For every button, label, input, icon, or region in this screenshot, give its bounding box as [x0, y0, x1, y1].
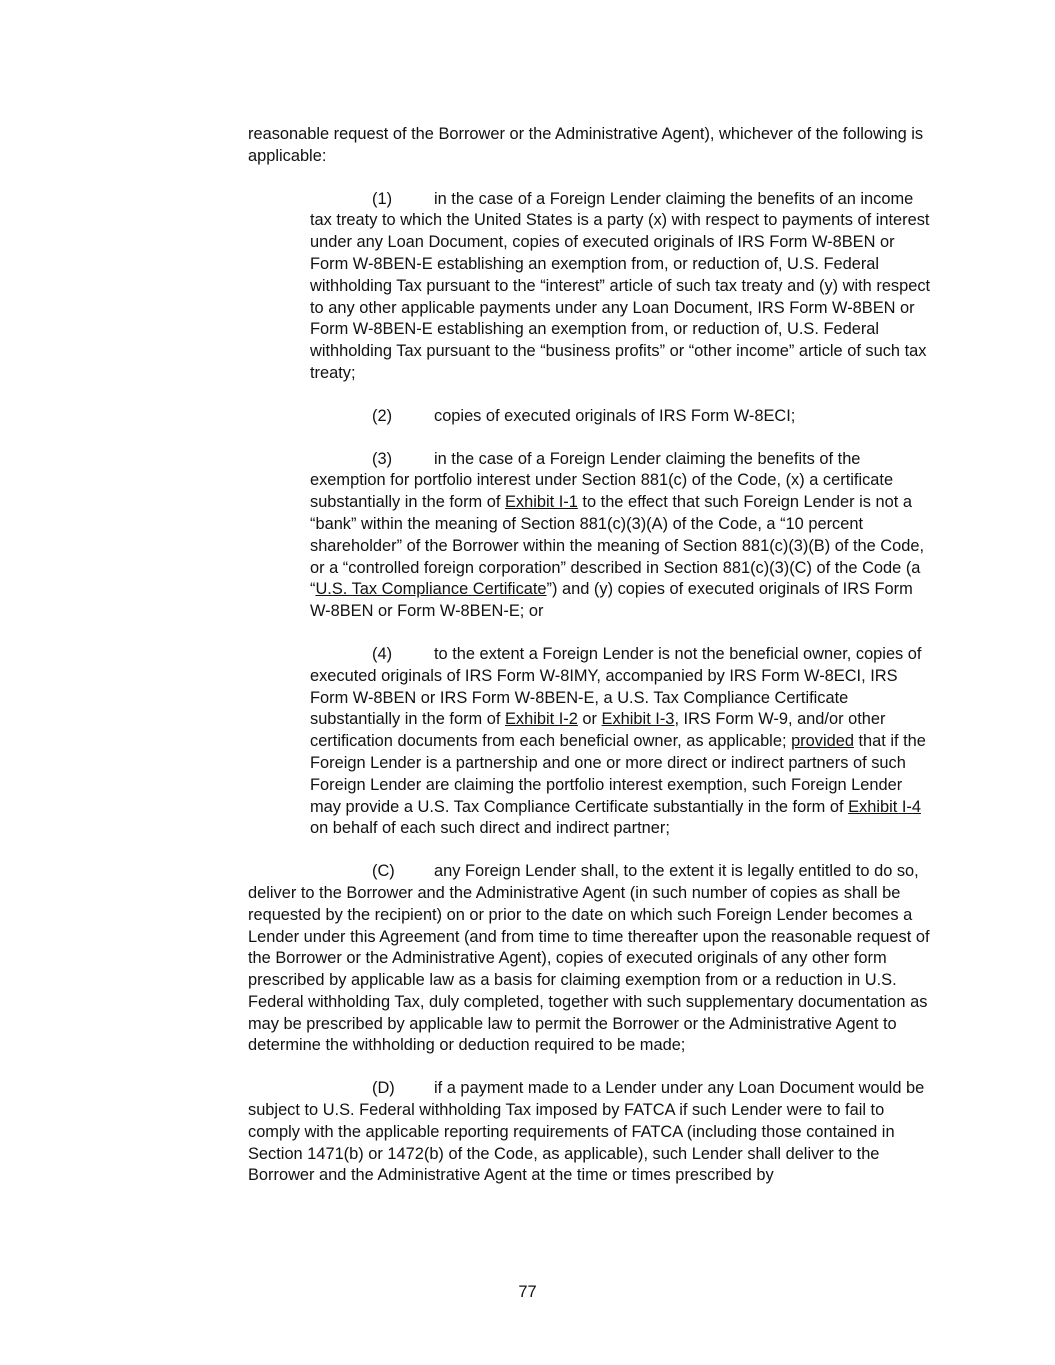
- clause-3-text-a: in the case of a Foreign Lender claiming the benefits of the exemption for portfolio interest under Section 881(c) of the Code, (x) a certificate substantially in the form of: [310, 449, 894, 512]
- provided-term: provided: [791, 732, 854, 751]
- clause-1-number: (1): [372, 189, 393, 208]
- clause-4-text-d: that if the Foreign Lender is a partnership and one or more direct or indirect partners of such Foreign Lender are claiming the portfolio interest exemption, such Foreign Lender may provide a U.S. Tax Compliance Certificate substantially in the form of: [310, 732, 926, 816]
- page-number: 77: [518, 1283, 537, 1301]
- clause-d-number: (D): [372, 1079, 395, 1098]
- clause-3: [310, 449, 934, 623]
- clause-c-number: (C): [372, 862, 395, 881]
- clause-c: [248, 861, 934, 1057]
- clause-2-text: copies of executed originals of IRS Form W-8ECI;: [434, 406, 796, 425]
- clause-4-text-b: or: [577, 710, 602, 729]
- clause-d: [248, 1078, 934, 1187]
- clause-2: [310, 406, 934, 428]
- clause-d-text: if a payment made to a Lender under any Loan Document would be subject to U.S. Federal withholding Tax imposed by FATCA if such Lender were to fail to comply with the applicable reporting requirements of FATCA (including those contained in Section 1471(b) or 1472(b) of the Code, as applicable), such Lender shall deliver to the Borrower and the Administrative Agent at the time or times prescribed by: [248, 1079, 925, 1185]
- clause-1-text: in the case of a Foreign Lender claiming the benefits of an income tax treaty to which the United States is a party (x) with respect to payments of interest under any Loan Document, copies of executed originals of IRS Form W-8BEN or Form W-8BEN-E establishing an exemption from, or reduction of, U.S. Federal withholding Tax pursuant to the “interest” article of such tax treaty and (y) with respect to any other applicable payments under any Loan Document, IRS Form W-8BEN or Form W-8BEN-E establishing an exemption from, or reduction of, U.S. Federal withholding Tax pursuant to the “business profits” or “other income” article of such tax treaty;: [310, 189, 931, 382]
- exhibit-i-1-link[interactable]: Exhibit I-1: [504, 493, 578, 512]
- exhibit-i-3-link[interactable]: Exhibit I-3: [601, 710, 675, 729]
- tax-compliance-certificate-term: U.S. Tax Compliance Certificate: [315, 580, 547, 599]
- clause-1: [310, 189, 934, 385]
- clause-3-number: (3): [372, 449, 393, 468]
- clause-3-text-b: to the effect that such Foreign Lender is not a “bank” within the meaning of Section 881(c)(3)(A) of the Code, a “10 percent shareholder” of the Borrower within the meaning of Section 881(c)(3)(B) of the Code, or a “controlled foreign corporation” described in Section 881(c)(3)(C) of the Code (a “: [310, 493, 925, 599]
- intro-paragraph: [248, 124, 934, 168]
- clause-c-text: any Foreign Lender shall, to the extent it is legally entitled to do so, deliver to the Borrower and the Administrative Agent (in such number of copies as shall be requested by the recipient) on or prior to the date on which such Foreign Lender becomes a Lender under this Agreement (and from time to time thereafter upon the reasonable request of the Borrower or the Administrative Agent), copies of executed originals of any other form prescribed by applicable law as a basis for claiming exemption from or a reduction in U.S. Federal withholding Tax, duly completed, together with such supplementary documentation as may be prescribed by applicable law to permit the Borrower or the Administrative Agent to determine the withholding or deduction required to be made;: [248, 862, 930, 1055]
- clause-4-text-c: , IRS Form W-9, and/or other certification documents from each beneficial owner, as applicable;: [310, 710, 886, 751]
- clause-4: [310, 644, 934, 840]
- clause-4-text-a: to the extent a Foreign Lender is not the beneficial owner, copies of executed originals of IRS Form W-8IMY, accompanied by IRS Form W-8ECI, IRS Form W-8BEN or IRS Form W-8BEN-E, a U.S. Tax Compliance Certificate substantially in the form of: [310, 644, 922, 729]
- exhibit-i-4-link[interactable]: Exhibit I-4: [848, 797, 921, 816]
- clause-4-text-e: on behalf of each such direct and indirect partner;: [310, 819, 670, 838]
- page-body: [248, 124, 934, 1208]
- clause-3-text-c: ”) and (y) copies of executed originals of IRS Form W-8BEN or Form W-8BEN-E; or: [310, 580, 913, 621]
- clause-4-number: (4): [372, 644, 393, 663]
- exhibit-i-2-link[interactable]: Exhibit I-2: [504, 710, 578, 729]
- intro-text: reasonable request of the Borrower or the Administrative Agent), whichever of the following is applicable:: [248, 125, 924, 165]
- clause-2-number: (2): [372, 406, 393, 425]
